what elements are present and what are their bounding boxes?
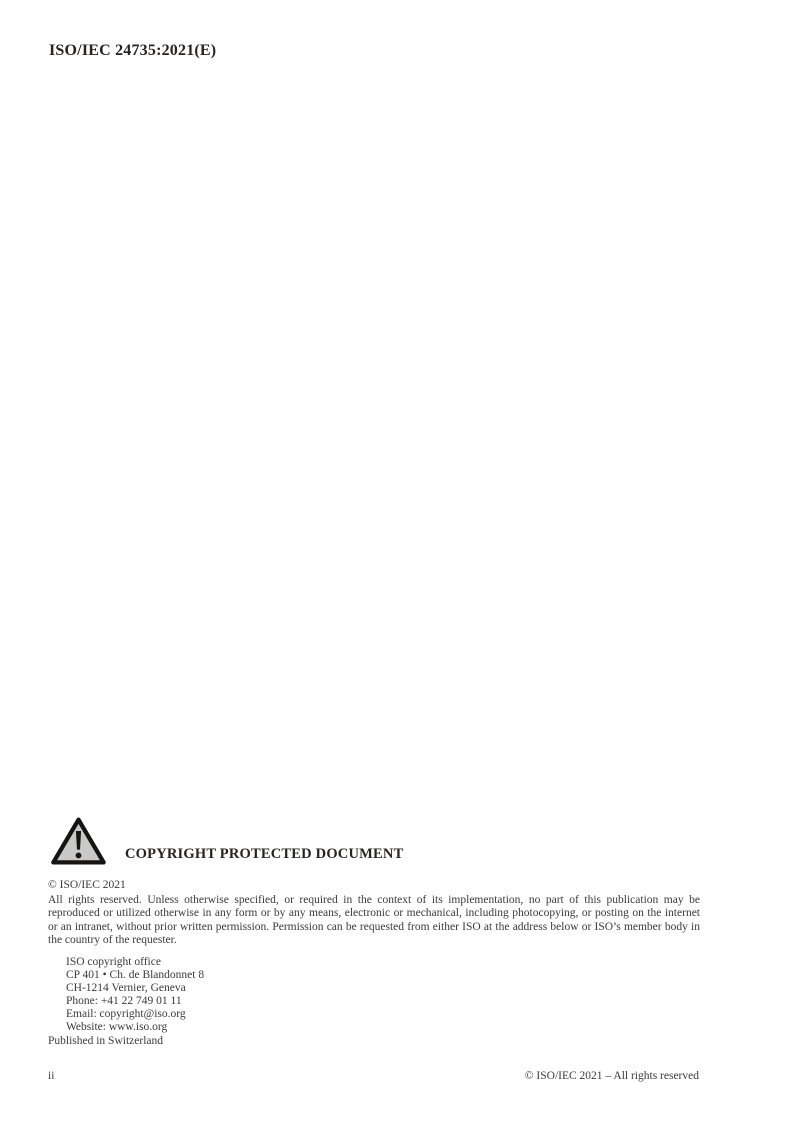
copyright-notice-paragraph: All rights reserved. Unless otherwise specified, or required in the context of its implementation, no part of this publication may be reproduced or utilized otherwise in any form or by any means, electronic or mechanical, including photocopying, or posting on the internet or an intranet, without prior written permission. Permission can be requested from either ISO at the address below or ISO’s member body in the country of the requester. bbox=[48, 894, 700, 946]
page-number: ii bbox=[48, 1070, 55, 1082]
page-footer bbox=[48, 1070, 699, 1082]
address-line-street: CP 401 • Ch. de Blandonnet 8 bbox=[66, 968, 205, 981]
address-line-email: Email: copyright@iso.org bbox=[66, 1007, 186, 1020]
document-reference: ISO/IEC 24735:2021(E) bbox=[49, 42, 217, 59]
address-line-office: ISO copyright office bbox=[66, 956, 161, 968]
address-line-website: Website: www.iso.org bbox=[66, 1020, 168, 1033]
address-line-city: CH-1214 Vernier, Geneva bbox=[66, 981, 186, 994]
address-line-phone: Phone: +41 22 749 01 11 bbox=[66, 994, 182, 1007]
copyright-protected-heading: COPYRIGHT PROTECTED DOCUMENT bbox=[125, 846, 404, 862]
copyright-year-line: © ISO/IEC 2021 bbox=[48, 879, 126, 891]
published-in-line: Published in Switzerland bbox=[48, 1035, 163, 1047]
footer-copyright: © ISO/IEC 2021 – All rights reserved bbox=[524, 1070, 699, 1082]
iso-address-block bbox=[66, 956, 204, 1033]
warning-triangle-icon bbox=[50, 816, 107, 867]
